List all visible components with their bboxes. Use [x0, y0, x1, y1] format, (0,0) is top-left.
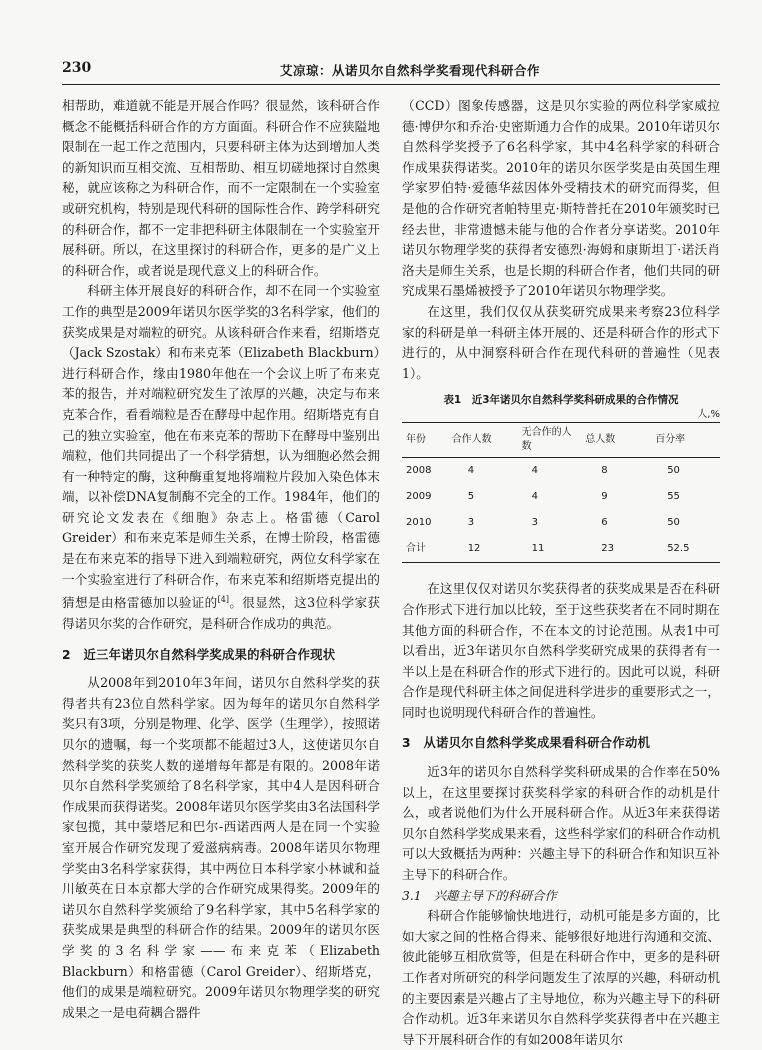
- table-cell: 50: [653, 458, 720, 485]
- column-header: 合作人数: [450, 423, 520, 458]
- table-row: [402, 458, 720, 485]
- page-number: 230: [62, 60, 91, 76]
- paragraph: 从2008年到2010年3年间，诺贝尔自然科学奖的获得者共有23位自然科学家。因为每年的诺贝尔自然科学奖只有3项，分别是物理、化学、医学（生理学），按照诺贝尔的遗嘱，每一个奖项都不能超过3人，这使诺贝尔自然科学奖的获奖人数的递增每年都是有限的。2008年诺贝尔自然科学奖颁给了8名科学家，其中4人是因科研合作成果而获得诺奖。2008年诺贝尔医学奖由3名法国科学家包揽，其中蒙塔尼和巴尔-西诺西两人是在同一个实验室开展合作研究发现了爱滋病病毒。2008年诺贝尔物理学奖由3名科学家获得，其中两位日本科学家小林诚和益川敏英在日本京都大学的合作研究成果得奖。2009年的诺贝尔自然科学奖颁给了9名科学家，其中5名科学家的获奖成果是典型的科研合作的结果。2009年的诺贝尔医学奖的3名科学家——布来克苯（Elizabeth Blackburn）和格雷德（Carol Greider）、绍斯塔克，他们的成果是端粒研究。2009年诺贝尔物理学奖的研究成果之一是电荷耦合器件: [62, 673, 380, 1023]
- paragraph: 在这里，我们仅仅从获奖研究成果来考察23位科学家的科研是单一科研主体开展的、还是科研合作的形式下进行的，从中洞察科研合作在现代科研的普遍性（见表1）。: [402, 302, 720, 384]
- table-cell: 6: [583, 510, 653, 536]
- citation-ref: [4]: [218, 595, 229, 604]
- table-header-row: [402, 423, 720, 458]
- table-cell: 23: [583, 536, 653, 563]
- left-column: [62, 96, 380, 1025]
- paragraph: 近3年的诺贝尔自然科学奖科研成果的合作率在50%以上，在这里要探讨获奖科学家的科研合作的动机是什么，或者说他们为什么开展科研合作。从近3年来获得诺贝尔自然科学奖成果来看，这些科学家们的科研合作动机可以大致概括为两种：兴趣主导下的科研合作和知识互补主导下的科研合作。: [402, 762, 720, 886]
- table-cell: 9: [583, 484, 653, 510]
- body-columns: [62, 96, 720, 1025]
- right-column: [402, 96, 720, 1025]
- table-cell: 4: [450, 458, 520, 485]
- table-cell: 12: [450, 536, 520, 563]
- table-row: [402, 484, 720, 510]
- column-header: 年份: [402, 423, 450, 458]
- table-cell: 4: [520, 484, 584, 510]
- table-cell: 2010: [402, 510, 450, 536]
- subsection-heading: 3.1 兴趣主导下的科研合作: [402, 886, 720, 907]
- column-header: 百分率: [653, 423, 720, 458]
- paragraph: 在这里仅仅对诺贝尔奖获得者的获奖成果是否在科研合作形式下进行加以比较，至于这些获奖者在不同时期在其他方面的科研合作，不在本文的讨论范围。从表1中可以看出，近3年诺贝尔自然科学奖研究成果的获得者有一半以上是在科研合作的形式下进行的。因此可以说，科研合作是现代科研主体之间促进科学进步的重要形式之一，同时也说明现代科研合作的普遍性。: [402, 579, 720, 723]
- column-header: 总人数: [583, 423, 653, 458]
- paragraph-text: 。很显然，这3位科学家获得诺贝尔奖的合作研究，是科研合作成功的典范。: [62, 595, 380, 631]
- table-row: [402, 536, 720, 563]
- running-title: 艾凉琼：从诺贝尔自然科学奖看现代科研合作: [280, 61, 540, 79]
- table-cell: 5: [450, 484, 520, 510]
- table-cell: 2009: [402, 484, 450, 510]
- table-cell: 3: [520, 510, 584, 536]
- paragraph: 科研合作能够愉快地进行，动机可能是多方面的，比如大家之间的性格合得来、能够很好地进行沟通和交流、彼此能够互相欣赏等，但是在科研合作中，更多的是科研工作者对所研究的科学问题发生了浓厚的兴趣，科研动机的主要因素是兴趣占了主导地位，称为兴趣主导下的科研合作动机。近3年来诺贝尔自然科学奖获得者中在兴趣主导下开展科研合作的有如2008年诺贝尔: [402, 906, 720, 1050]
- table-cell: 11: [520, 536, 584, 563]
- data-table: [402, 422, 720, 563]
- table-row: [402, 510, 720, 536]
- table-cell: 8: [583, 458, 653, 485]
- paragraph-text: 科研主体开展良好的科研合作，却不在同一个实验室工作的典型是2009年诺贝尔医学奖的3名科学家，他们的获奖成果是对端粒的研究。从该科研合作来看，绍斯塔克（Jack Szostak）和布来克苯（Elizabeth Blackburn）进行科研合作，缘由1980年他在一个会议上听了布来克苯的报告，并对端粒研究发生了浓厚的兴趣，决定与布来克苯合作，看看端粒是否在酵母中起作用。绍斯塔克有自己的独立实验室，他在布来克苯的帮助下在酵母中鉴别出端粒，他们共同提出了一个科学猜想，认为细胞必然会拥有一种特定的酶，这种酶重复地将端粒片段加入染色体末端，以补偿DNA复制酶不完全的工作。1984年，他们的研究论文发表在《细胞》杂志上。格雷德（Carol Greider）和布来克苯是师生关系，在博士阶段，格雷德是在布来克苯的指导下进入到端粒研究，两位女科学家在一个实验室进行了科研合作，布来克苯和绍斯塔克提出的猜想是由格雷德加以验证的: [62, 283, 380, 610]
- section-heading: 3 从诺贝尔自然科学奖成果看科研合作动机: [402, 733, 720, 754]
- section-heading: 2 近三年诺贝尔自然科学奖成果的科研合作现状: [62, 645, 380, 666]
- paragraph: （CCD）图象传感器，这是贝尔实验的两位科学家威拉德·博伊尔和乔治·史密斯通力合作的成果。2010年诺贝尔自然科学奖授予了6名科学家，其中4名科学家的科研合作成果获得诺奖。2010年的诺贝尔医学奖是由英国生理学家罗伯特·爱德华兹因体外受精技术的研究而得奖，但是他的合作研究者帕特里克·斯特普托在2010年颁奖时已经去世，非常遗憾未能与他的合作者分享诺奖。2010年诺贝尔物理学奖的获得者安德烈·海姆和康斯坦丁·诺沃肖洛夫是师生关系，也是长期的科研合作者，他们共同的研究成果石墨烯被授予了2010年诺贝尔物理学奖。: [402, 96, 720, 302]
- table-cell: 52.5: [653, 536, 720, 563]
- table-cell: 4: [520, 458, 584, 485]
- table-cell: 3: [450, 510, 520, 536]
- table-unit: 人,%: [402, 408, 720, 422]
- column-header: 无合作的人数: [520, 423, 584, 458]
- paragraph: 相帮助，难道就不能是开展合作吗？很显然，该科研合作概念不能概括科研合作的方方面面。科研合作不应狭隘地限制在一起工作之范围内，只要科研主体为达到增加人类的新知识而互相交流、互相帮助、相互切磋地探讨自然奥秘，就应该称之为科研合作，而不一定限制在一个实验室或研究机构，特别是现代科研的国际性合作、跨学科研究的科研合作，都不一定非把科研主体限制在一个实验室开展科研。所以，在这里探讨的科研合作，更多的是广义上的科研合作，或者说是现代意义上的科研合作。: [62, 96, 380, 281]
- table-cell: 50: [653, 510, 720, 536]
- running-header: [62, 58, 720, 85]
- table-caption: 表1 近3年诺贝尔自然科学奖科研成果的合作情况: [402, 392, 720, 408]
- table-1: [402, 392, 720, 563]
- table-cell: 55: [653, 484, 720, 510]
- table-cell: 合计: [402, 536, 450, 563]
- table-cell: 2008: [402, 458, 450, 485]
- paragraph: [62, 281, 380, 634]
